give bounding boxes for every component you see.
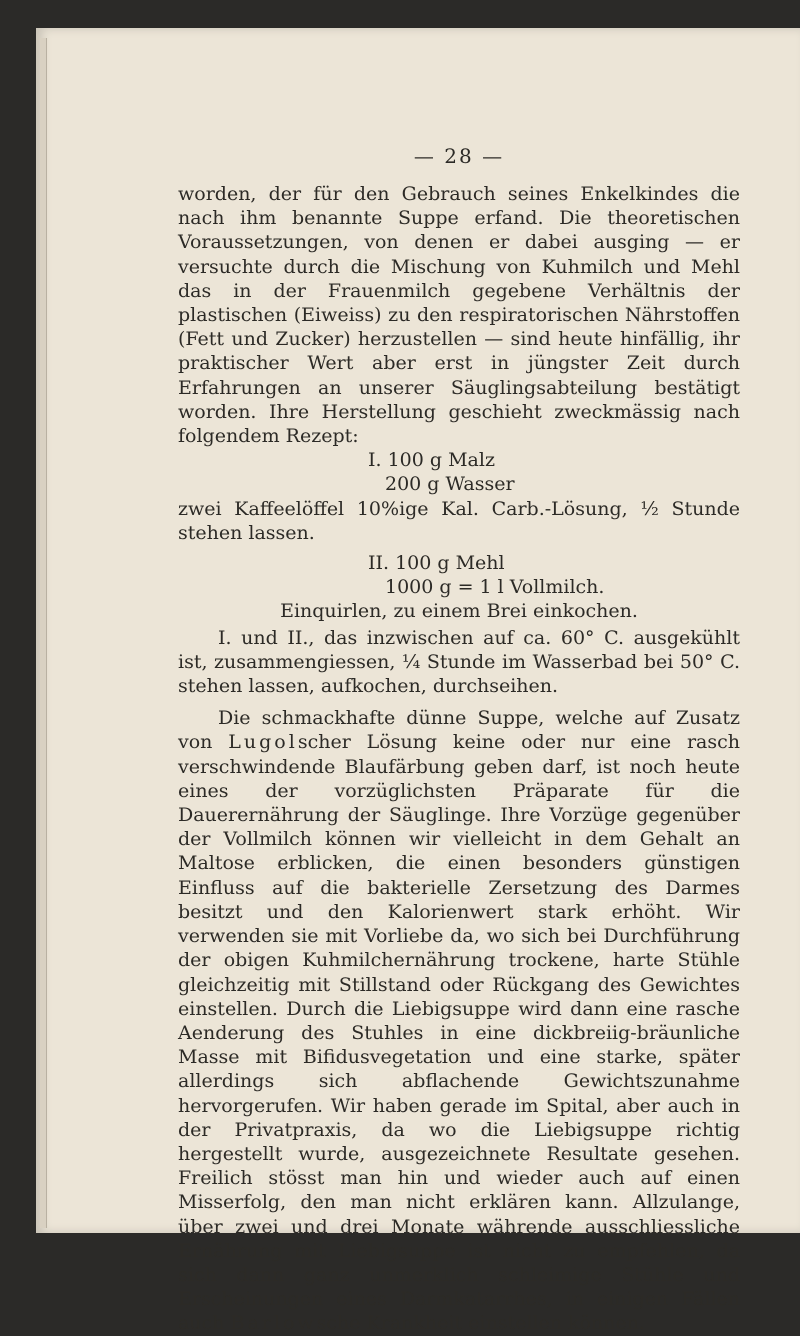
recipe-1-line-1: I. 100 g Malz — [368, 449, 495, 472]
paragraph-3-end: sche Krankheit einstellen können. — [316, 1312, 645, 1335]
recipe-1-note: zwei Kaffeelöffel 10%ige Kal. Carb.-Lösung, ½ Stunde stehen lassen. — [178, 497, 740, 544]
paragraph-2: I. und II., das inzwischen auf ca. 60° C. ausgekühlt ist, zusammengiessen, ¼ Stunde im Wasserbad bei 50° C. stehen lassen, aufkochen, durchseihen. — [178, 626, 740, 698]
paragraph-3 — [178, 706, 740, 1335]
person-name-barlow: Barlow — [230, 1312, 317, 1335]
page-number: — 28 — — [413, 144, 505, 168]
person-name-lugol: Lugol — [228, 731, 298, 754]
recipe-part-1 — [368, 448, 740, 496]
recipe-2-line-2: 1000 g = 1 l Vollmilch. — [385, 576, 605, 599]
page-edge — [40, 38, 47, 1228]
paragraph-1: worden, der für den Gebrauch seines Enkelkindes die nach ihm benannte Suppe erfand. Die theoretischen Voraussetzungen, von denen er dabei ausging — er versuchte durch die Mischung von Kuhmilch und Mehl das in der Frauenmilch gegebene Verhältnis der plastischen (Eiweiss) zu den respiratorischen Nährstoffen (Fett und Zucker) herzustellen — sind heute hinfällig, ihr praktischer Wert aber erst in jüngster Zeit durch Erfahrungen an unserer Säuglingsabteilung bestätigt worden. Ihre Herstellung geschieht zweckmässig nach folgendem Rezept: — [178, 183, 740, 448]
instruction: Einquirlen, zu einem Brei einkochen. — [280, 600, 638, 623]
recipe-1-line-2: 200 g Wasser — [385, 473, 515, 496]
page-text — [178, 144, 740, 1336]
paragraph-3-start: Die schmackhafte dünne Suppe, welche auf Zusatz von — [178, 707, 740, 754]
paragraph-3-rest: scher Lösung keine oder nur eine rasch verschwindende Blaufärbung geben darf, ist noch heute eines der vorzüglichsten Präparate für die Dauerernährung der Säuglinge. Ihre Vorzüge gegenüber der Vollmilch können wir vielleicht in dem Gehalt an Maltose erblicken, die einen besonders günstigen Einfluss auf die bakterielle Zersetzung des Darmes besitzt und den Kalorienwert stark erhöht. Wir verwenden sie mit Vorliebe da, wo sich bei Durchführung der obigen Kuhmilchernährung trockene, harte Stühle gleichzeitig mit Stillstand oder Rückgang des Gewichtes einstellen. Durch die Liebigsuppe wird dann eine rasche Aenderung des Stuhles in eine dickbreiig-bräunliche Masse mit Bifidusvegetation und eine starke, später allerdings sich abflachende Gewichtszunahme hervorgerufen. Wir haben gerade im Spital, aber auch in der Privatpraxis, da wo die Liebigsuppe richtig hergestellt wurde, ausgezeichnete Resultate gesehen. Freilich stösst man hin und wieder auch auf einen Misserfolg, den man nicht erklären kann. Allzulange, über zwei und drei Monate währende ausschliessliche Ernährung mit Liebigsuppe ist nicht zu empfehlen, da sich dann ganz unmerklich schleimige Stühle und Erscheinungen eines Darmkatarrhes, in einigen Fällen auch — [178, 731, 740, 1335]
recipe-part-2 — [368, 551, 740, 599]
recipe-2-line-1: II. 100 g Mehl — [368, 552, 505, 575]
